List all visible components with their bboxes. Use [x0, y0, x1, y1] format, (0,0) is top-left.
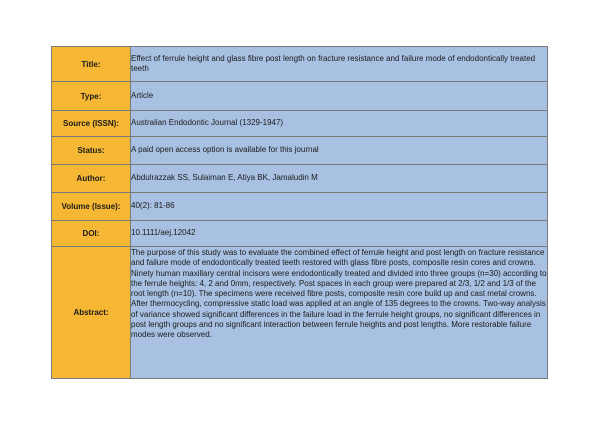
source-value: Australian Endodontic Journal (1329-1947)	[131, 111, 548, 137]
doi-label: DOI:	[52, 221, 131, 247]
status-label: Status:	[52, 137, 131, 165]
row-source	[52, 111, 548, 137]
row-type	[52, 82, 548, 111]
author-value: Abdulrazzak SS, Sulaiman E, Atiya BK, Jamaludin M	[131, 165, 548, 193]
volume-label: Volume (Issue):	[52, 193, 131, 221]
doi-value: 10.1111/aej.12042	[131, 221, 548, 247]
row-abstract	[52, 247, 548, 379]
type-label: Type:	[52, 82, 131, 111]
row-author	[52, 165, 548, 193]
status-value: A paid open access option is available for this journal	[131, 137, 548, 165]
abstract-value: The purpose of this study was to evaluate the combined effect of ferrule height and post length on fracture resistance and failure mode of endodontically treated teeth restored with glass fibre posts, composite resin cores and crowns. Ninety human maxillary central incisors were endodontically treated and divided into three groups (n=30) according to the ferrule heights: 4, 2 and 0mm, respectively. Post spaces in each group were prepared at 2/3, 1/2 and 1/3 of the root length (n=10). The specimens were received fibre posts, composite resin core build up and cast metal crowns. After thermocycling, compressive static load was applied at an angle of 135 degrees to the crowns. Two-way analysis of variance showed significant differences in the failure load in the ferrule height groups, no significant differences in post length groups and no significant interaction between ferrule heights and post lengths. More restorable failure modes were observed.	[131, 247, 548, 379]
author-label: Author:	[52, 165, 131, 193]
row-doi	[52, 221, 548, 247]
volume-value: 40(2): 81-86	[131, 193, 548, 221]
article-record-table	[51, 46, 548, 379]
title-label: Title:	[52, 47, 131, 82]
type-value: Article	[131, 82, 548, 111]
row-status	[52, 137, 548, 165]
row-volume	[52, 193, 548, 221]
abstract-label: Abstract:	[52, 247, 131, 379]
row-title	[52, 47, 548, 82]
title-value: Effect of ferrule height and glass fibre post length on fracture resistance and failure mode of endodontically treated teeth	[131, 47, 548, 82]
source-label: Source (ISSN):	[52, 111, 131, 137]
